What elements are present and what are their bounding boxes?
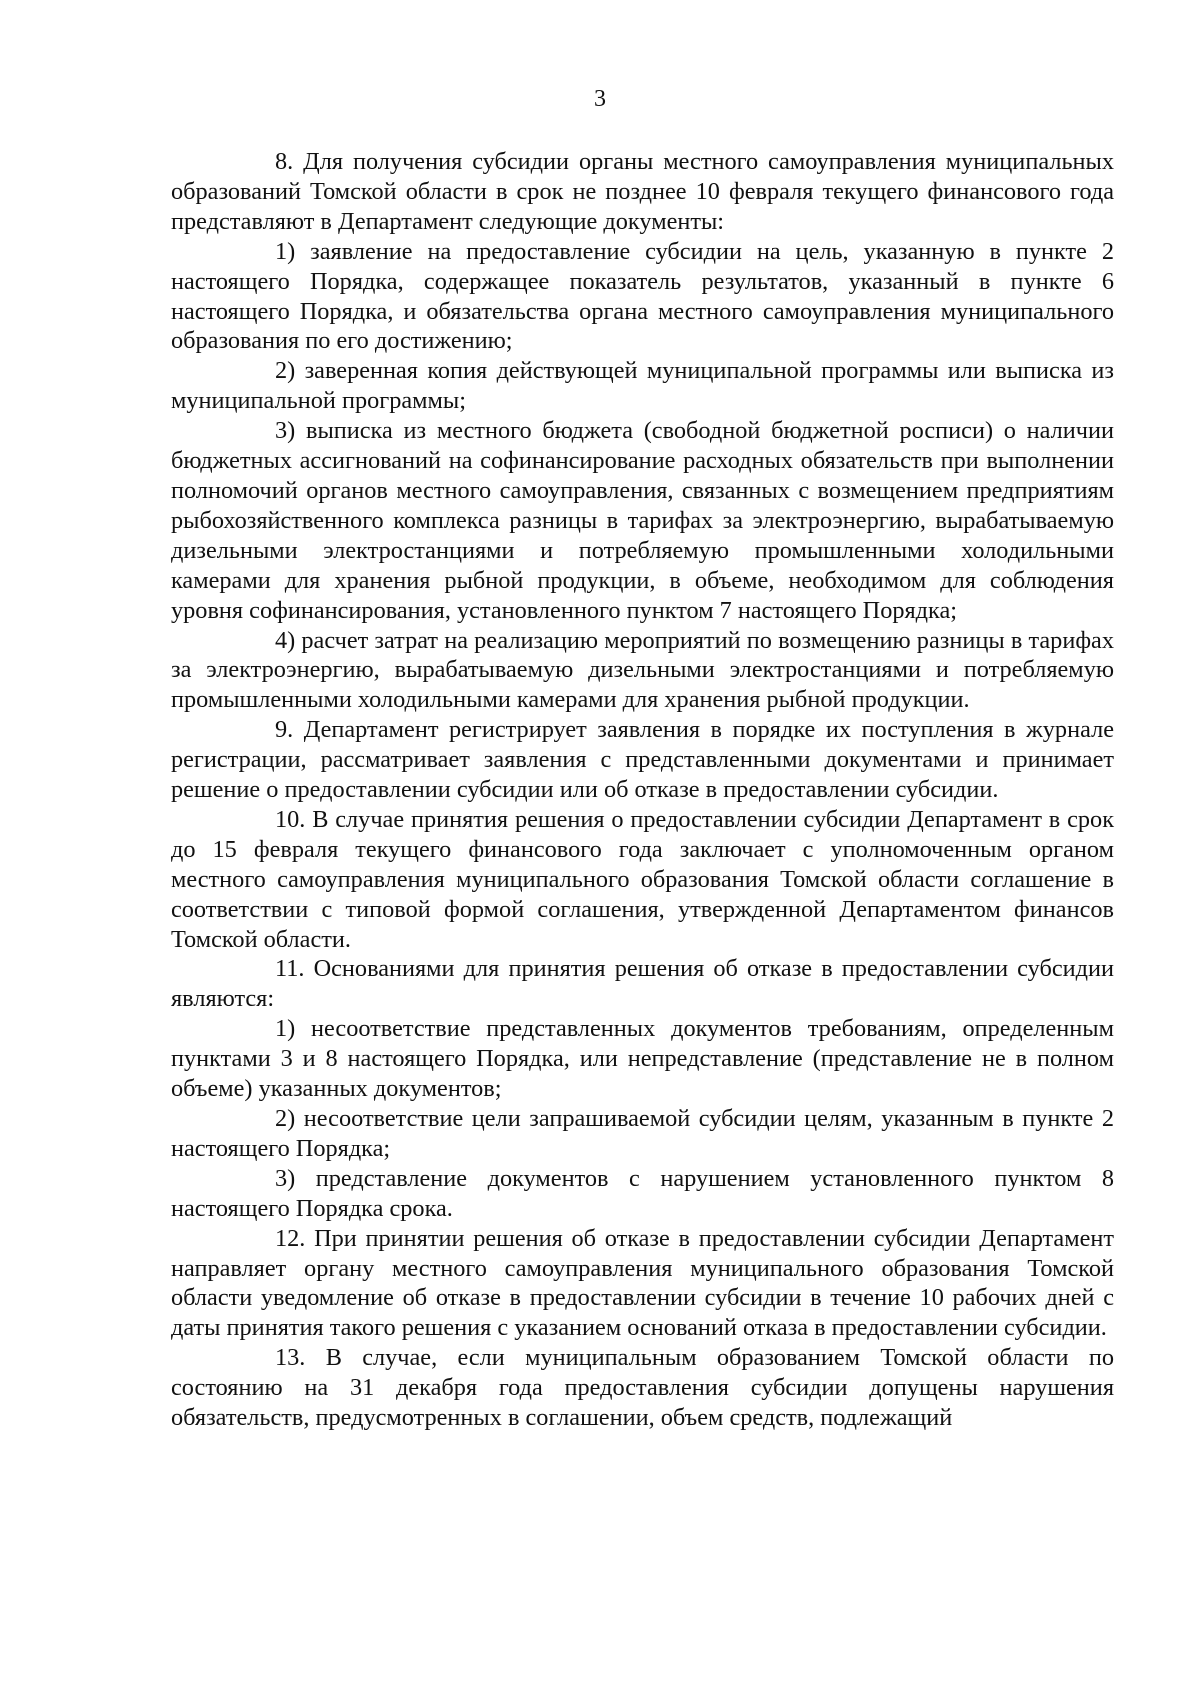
paragraph-8-item-1: 1) заявление на предоставление субсидии на цель, указанную в пункте 2 настоящего Порядка, содержащее показатель результатов, указанный в пункте 6 настоящего Порядка, и обязательства органа местного самоуправления муниципального образования по его достижению;: [171, 237, 1114, 355]
page-number: 3: [594, 86, 606, 112]
paragraph-11-item-3: 3) представление документов с нарушением установленного пунктом 8 настоящего Порядка срока.: [171, 1164, 1114, 1222]
paragraph-11-item-1: 1) несоответствие представленных документов требованиям, определенным пунктами 3 и 8 настоящего Порядка, или непредставление (представление не в полном объеме) указанных документов;: [171, 1015, 1114, 1103]
paragraph-10: 10. В случае принятия решения о предоставлении субсидии Департамент в срок до 15 февраля текущего финансового года заключает с уполномоченным органом местного самоуправления муниципального образования Томской области соглашение в соответствии с типовой формой соглашения, утвержденной Департаментом финансов Томской области.: [171, 805, 1114, 953]
paragraph-9: 9. Департамент регистрирует заявления в порядке их поступления в журнале регистрации, рассматривает заявления с представленными документами и принимает решение о предоставлении субсидии или об отказе в предоставлении субсидии.: [171, 716, 1114, 804]
paragraph-8: 8. Для получения субсидии органы местного самоуправления муниципальных образований Томской области в срок не позднее 10 февраля текущего финансового года представляют в Департамент следующие документы:: [171, 148, 1114, 235]
paragraph-11: 11. Основаниями для принятия решения об отказе в предоставлении субсидии являются:: [171, 955, 1114, 1013]
paragraph-13: 13. В случае, если муниципальным образованием Томской области по состоянию на 31 декабря года предоставления субсидии допущены нарушения обязательств, предусмотренных в соглашении, объем средств, подлежащий: [171, 1344, 1114, 1432]
paragraph-12: 12. При принятии решения об отказе в предоставлении субсидии Департамент направляет органу местного самоуправления муниципального образования Томской области уведомление об отказе в предоставлении субсидии в течение 10 рабочих дней с даты принятия такого решения с указанием оснований отказа в предоставлении субсидии.: [171, 1224, 1114, 1342]
paragraph-8-item-4: 4) расчет затрат на реализацию мероприятий по возмещению разницы в тарифах за электроэнергию, вырабатываемую дизельными электростанциями и потребляемую промышленными холодильными камерами для хранения рыбной продукции.: [171, 626, 1114, 714]
document-body: [171, 147, 1114, 1433]
paragraph-8-item-2: 2) заверенная копия действующей муниципальной программы или выписка из муниципальной программы;: [171, 357, 1114, 415]
paragraph-8-item-3: 3) выписка из местного бюджета (свободной бюджетной росписи) о наличии бюджетных ассигнований на софинансирование расходных обязательств при выполнении полномочий органов местного самоуправления, связанных с возмещением предприятиям рыбохозяйственного комплекса разницы в тарифах за электроэнергию, вырабатываемую дизельными электростанциями и потребляемую промышленными холодильными камерами для хранения рыбной продукции, в объеме, необходимом для соблюдения уровня софинансирования, установленного пунктом 7 настоящего Порядка;: [171, 417, 1114, 624]
paragraph-11-item-2: 2) несоответствие цели запрашиваемой субсидии целям, указанным в пункте 2 настоящего Порядка;: [171, 1105, 1114, 1162]
